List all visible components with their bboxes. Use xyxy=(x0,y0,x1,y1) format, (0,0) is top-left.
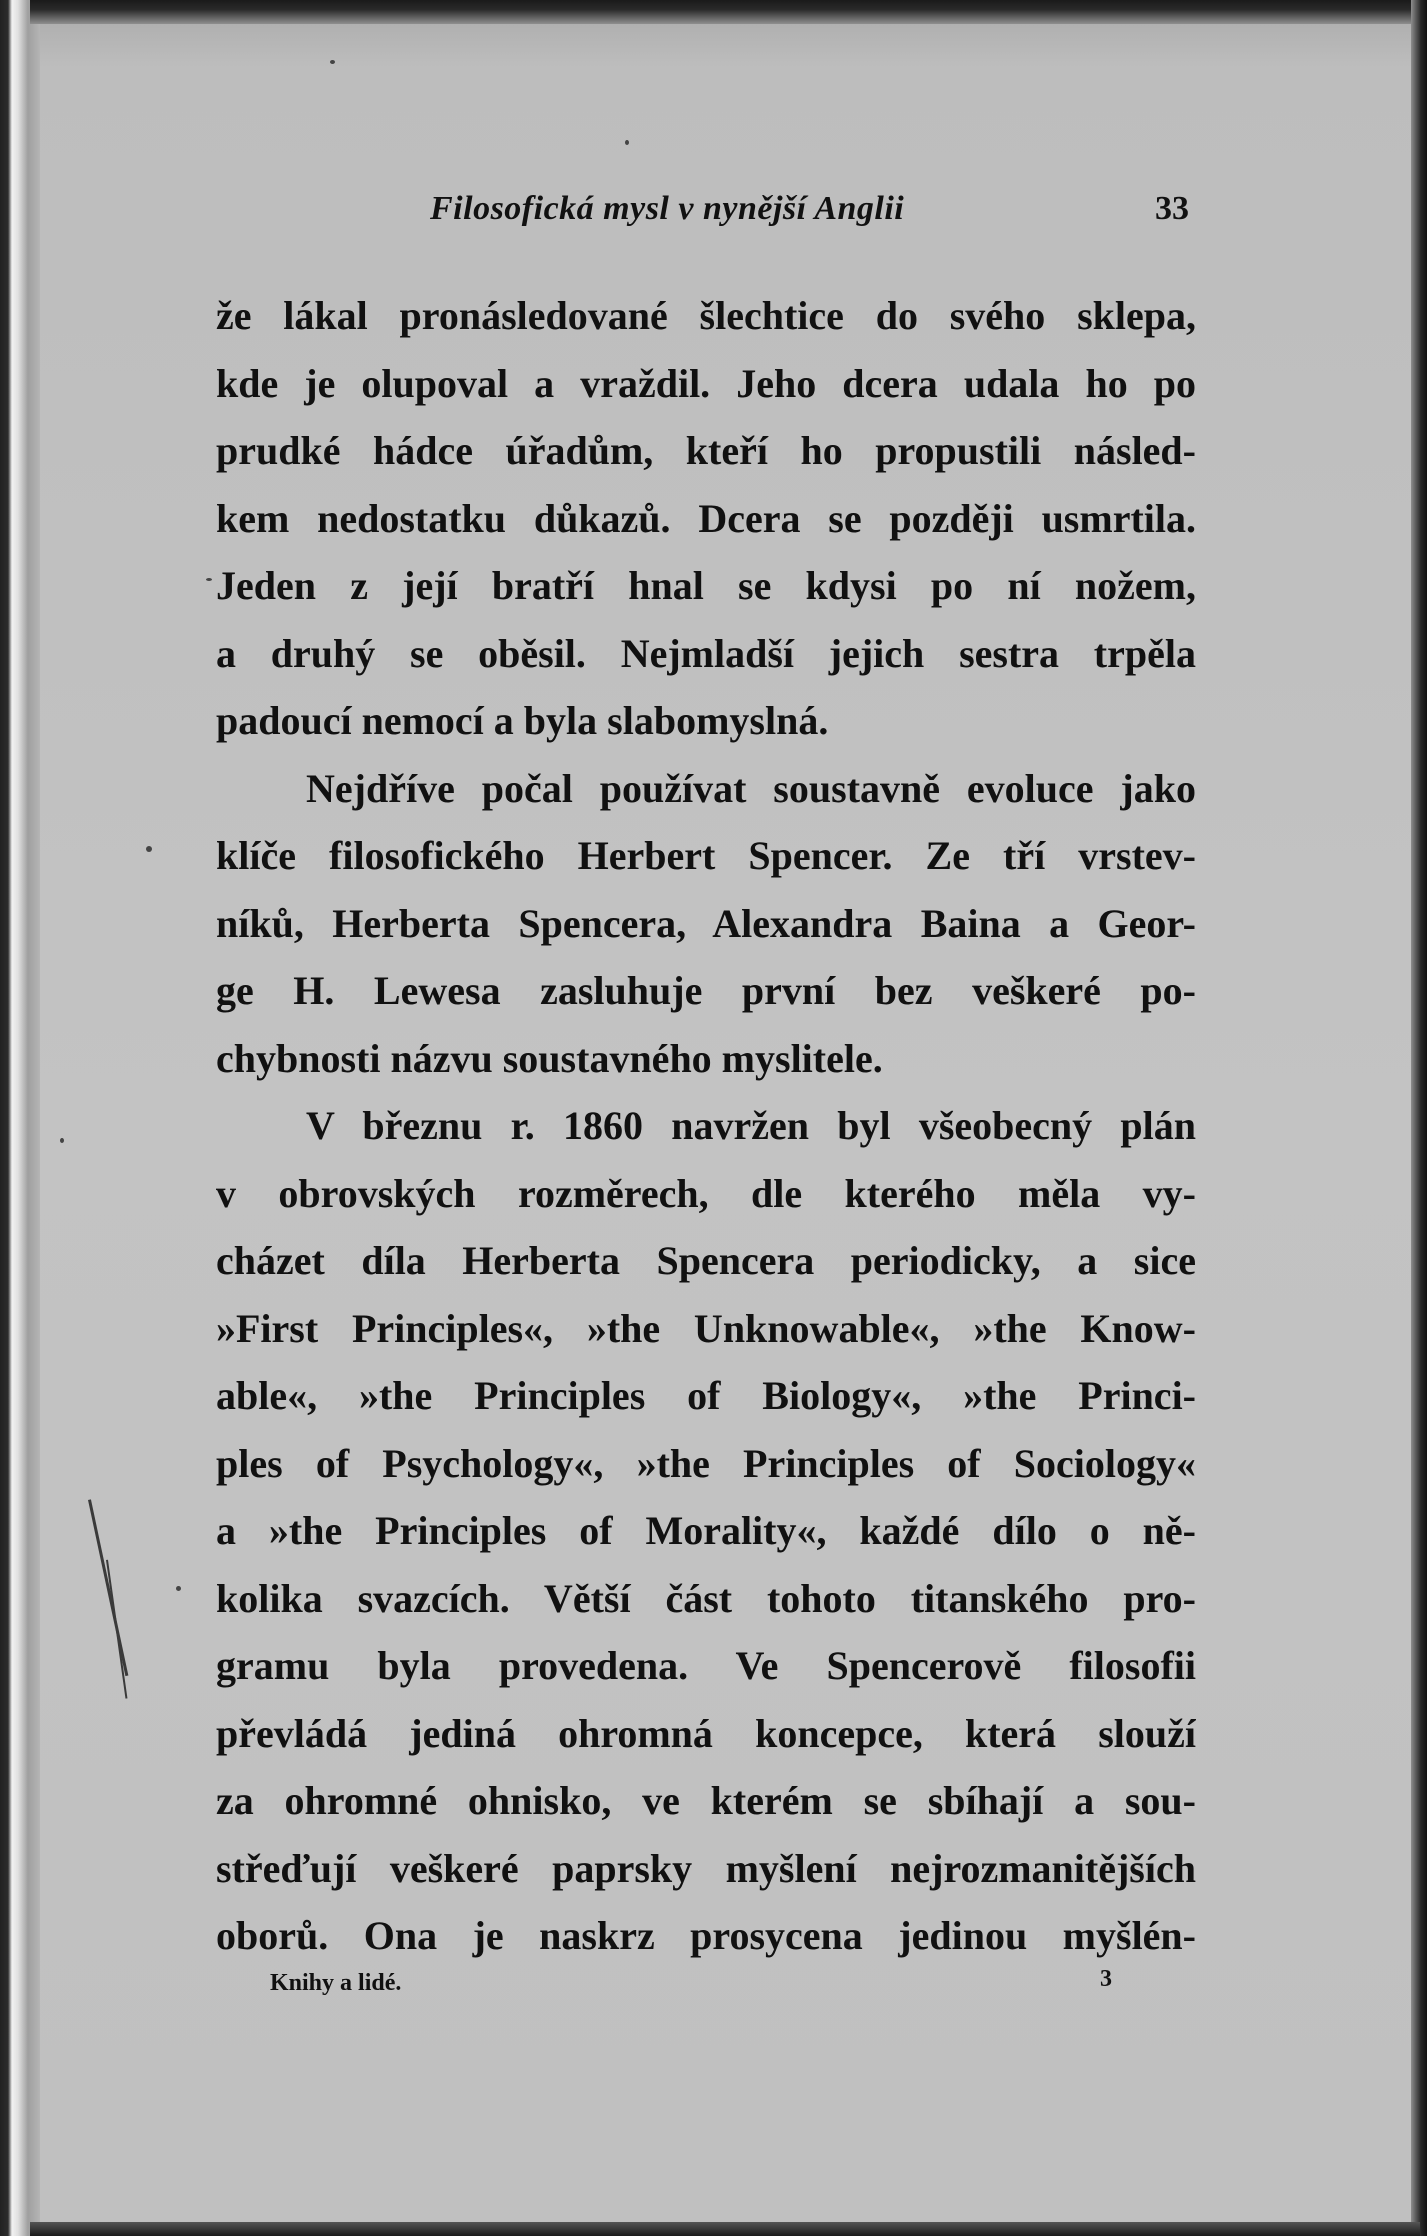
text-line: ge H. Lewesa zasluhuje první bez veškeré po- xyxy=(216,968,1196,1013)
scan-speck xyxy=(330,60,335,64)
text-line: prudké hádce úřadům, kteří ho propustili násled- xyxy=(216,428,1196,473)
paragraph-start-line: Nejdříve počal používat soustavně evoluce jako xyxy=(306,765,1196,811)
scan-speck xyxy=(176,1586,181,1591)
scan-bottom-edge xyxy=(30,2222,1420,2236)
text-line: chybnosti názvu soustavného myslitele. xyxy=(216,1035,883,1081)
scan-speck xyxy=(625,140,629,145)
text-line: a druhý se oběsil. Nejmladší jejich sestra trpěla xyxy=(216,630,1196,676)
text-line: cházet díla Herberta Spencera periodicky, a sice xyxy=(216,1238,1196,1283)
scan-speck xyxy=(146,846,152,852)
text-line: střeďují veškeré paprsky myšlení nejrozmanitějších xyxy=(216,1845,1196,1891)
text-line: kolika svazcích. Větší část tohoto titanského pro- xyxy=(216,1575,1196,1621)
running-title: Filosofická mysl v nynější Anglii xyxy=(430,190,905,227)
text-line: able«, »the Principles of Biology«, »the Princi- xyxy=(216,1373,1196,1418)
signature-footer xyxy=(270,1966,1130,2010)
scan-speck xyxy=(60,1138,64,1143)
signature-title: Knihy a lidé. xyxy=(270,1970,402,1996)
text-line: v obrovských rozměrech, dle kterého měla vy- xyxy=(216,1170,1196,1216)
paragraph-start-line: V březnu r. 1860 navržen byl všeobecný plán xyxy=(306,1103,1196,1148)
page-number: 33 xyxy=(1155,190,1189,227)
text-line: padoucí nemocí a byla slabomyslná. xyxy=(216,698,829,743)
scan-scratch xyxy=(88,1499,128,1676)
text-line: kde je olupoval a vraždil. Jeho dcera udala ho po xyxy=(216,360,1196,406)
scan-scratch xyxy=(106,1560,127,1699)
text-line: převládá jediná ohromná koncepce, která slouží xyxy=(216,1710,1196,1756)
text-line: níků, Herberta Spencera, Alexandra Baina a Geor- xyxy=(216,900,1196,946)
text-line: oborů. Ona je naskrz prosycena jedinou myšlén- xyxy=(216,1913,1196,1958)
text-line: klíče filosofického Herbert Spencer. Ze tří vrstev- xyxy=(216,833,1196,878)
signature-number: 3 xyxy=(1100,1966,1112,1992)
running-header xyxy=(420,190,1200,242)
scan-right-edge xyxy=(1411,0,1427,2236)
scan-top-edge xyxy=(30,0,1420,24)
text-line: »First Principles«, »the Unknowable«, »the Know- xyxy=(216,1305,1196,1351)
text-line: Jeden z její bratří hnal se kdysi po ní nožem, xyxy=(216,563,1196,608)
text-line: a »the Principles of Morality«, každé dílo o ně- xyxy=(216,1508,1196,1553)
scan-speck xyxy=(206,578,212,581)
body-text xyxy=(216,282,1196,1970)
text-line: za ohromné ohnisko, ve kterém se sbíhají a sou- xyxy=(216,1778,1196,1823)
scan-left-edge xyxy=(0,0,40,2236)
text-line: že lákal pronásledované šlechtice do svého sklepa, xyxy=(216,293,1196,338)
text-line: kem nedostatku důkazů. Dcera se později usmrtila. xyxy=(216,495,1196,541)
text-line: ples of Psychology«, »the Principles of Sociology« xyxy=(216,1440,1196,1486)
text-line: gramu byla provedena. Ve Spencerově filosofii xyxy=(216,1643,1196,1688)
